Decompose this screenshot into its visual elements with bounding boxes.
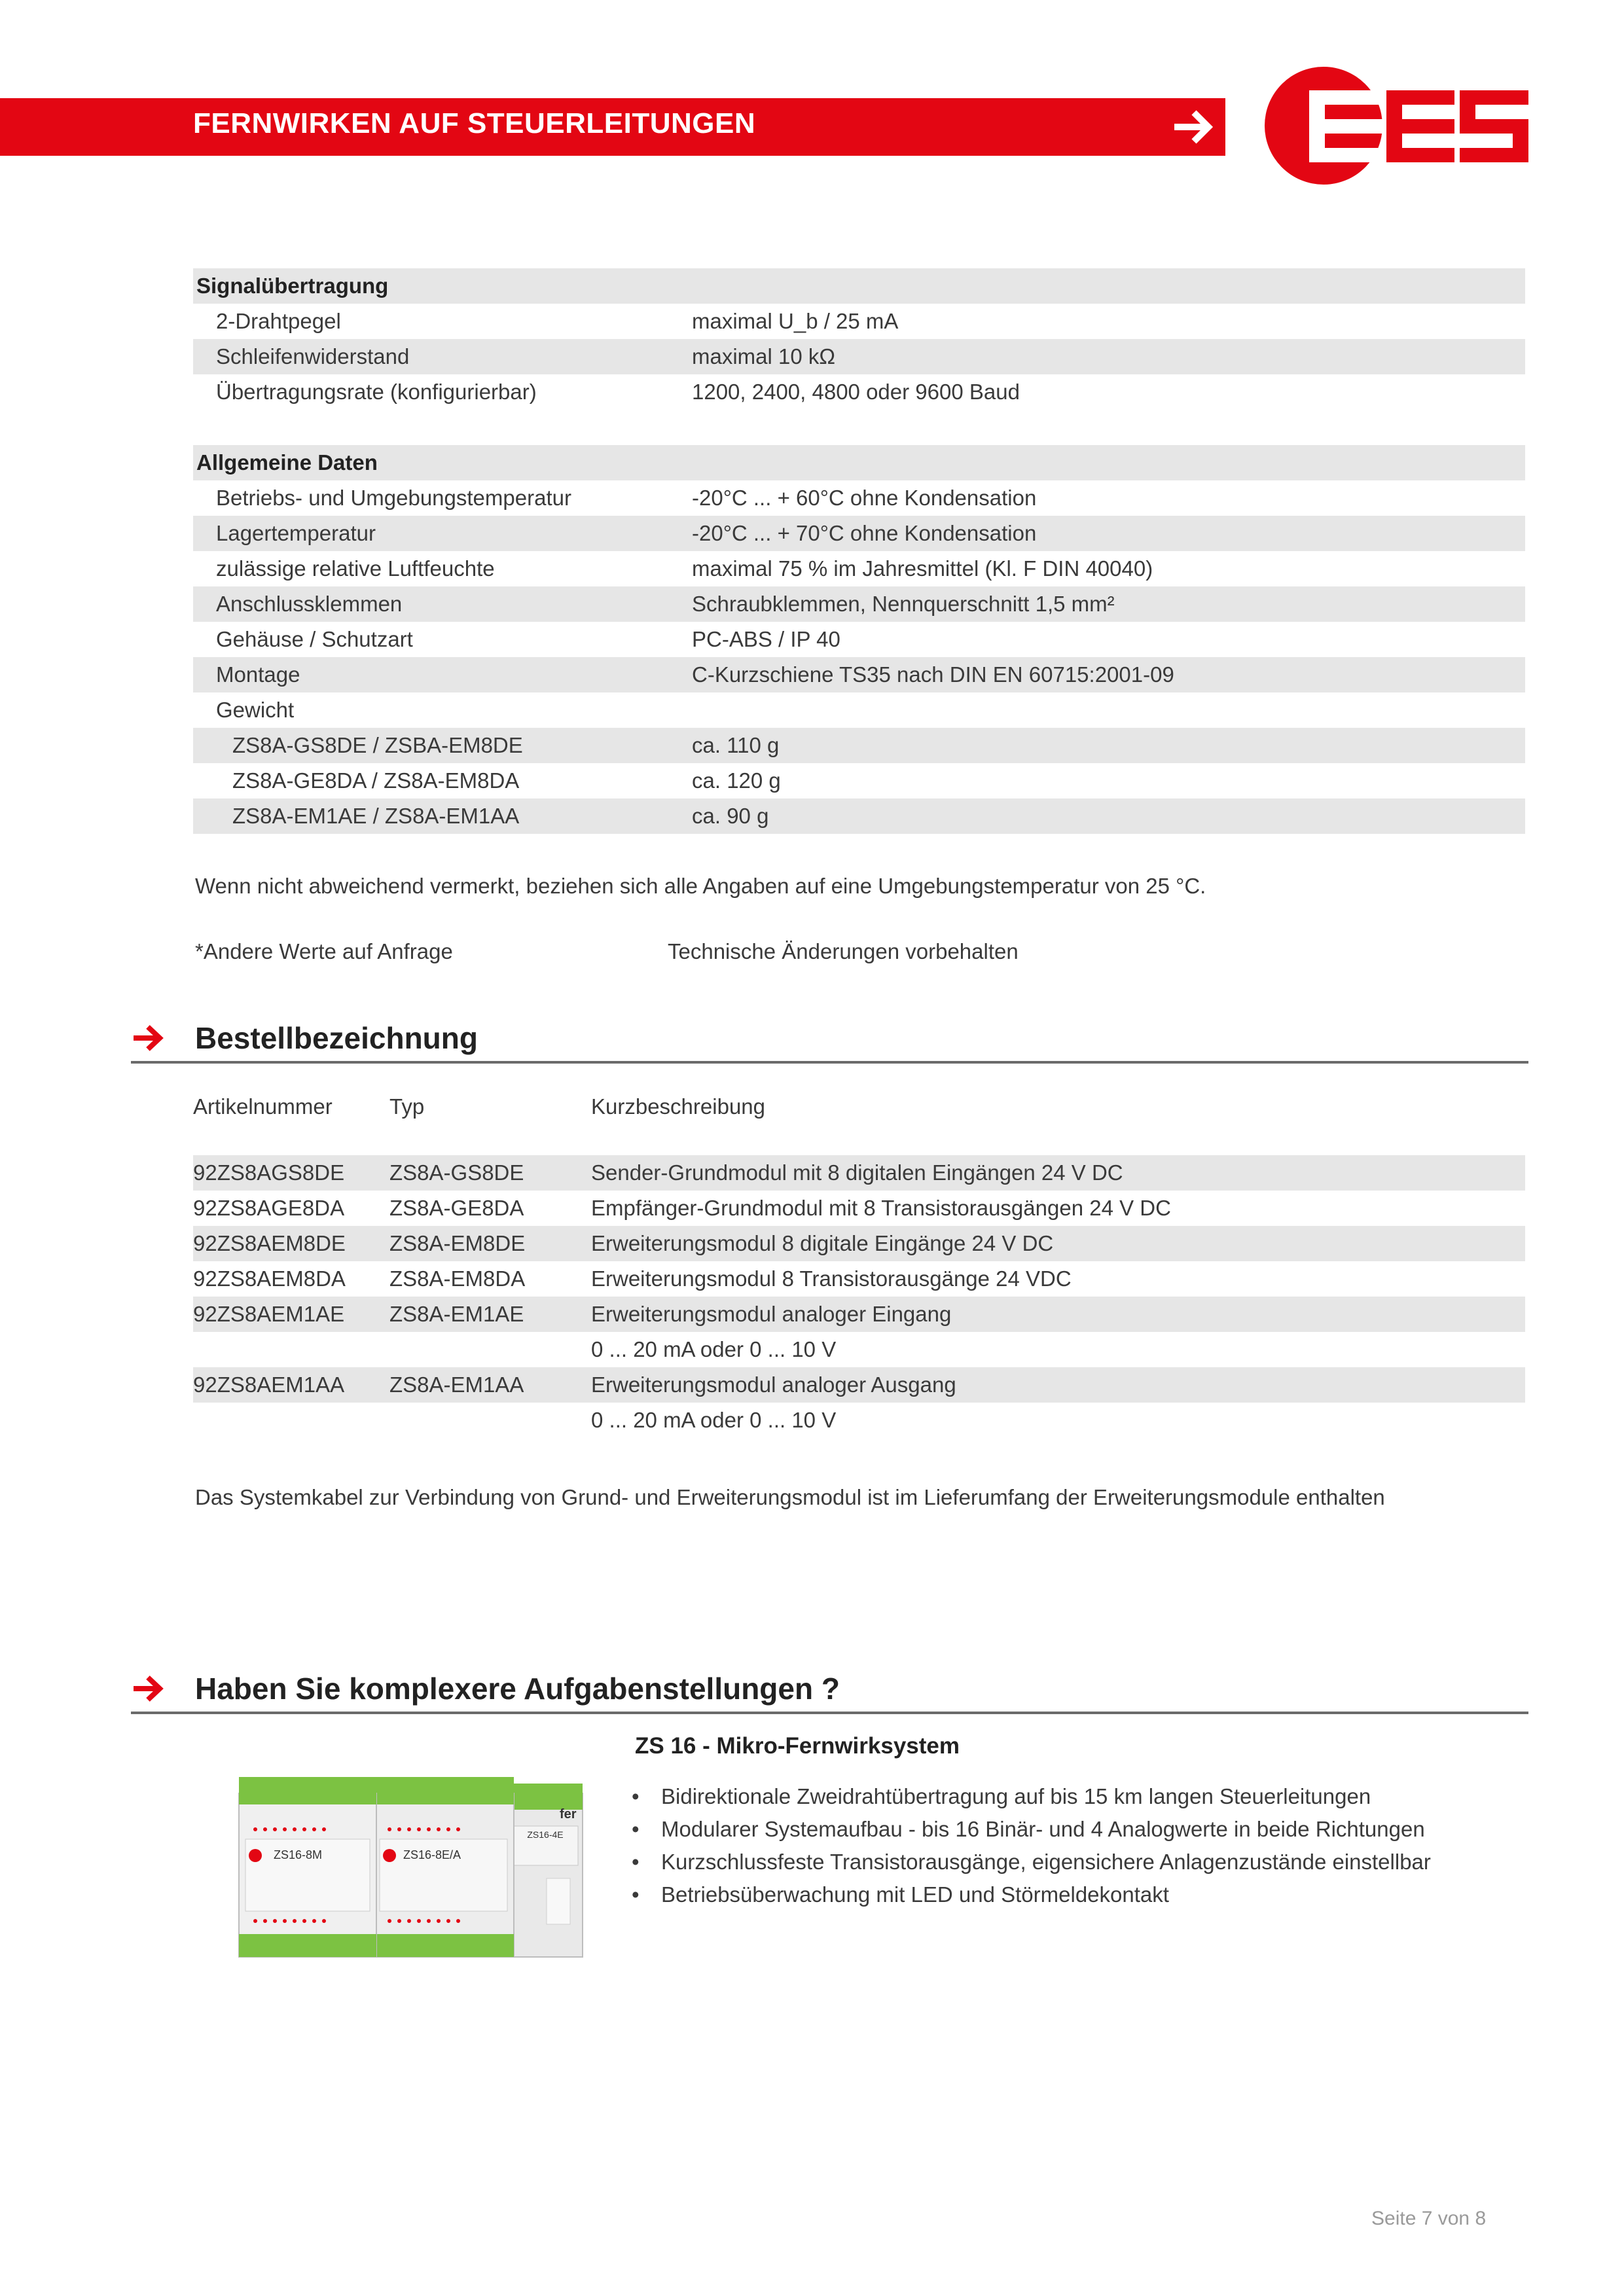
table-row: ZS8A-GS8DE / ZSBA-EM8DE ca. 110 g xyxy=(193,728,1525,763)
table-row: Lagertemperatur -20°C ... + 70°C ohne Kondensation xyxy=(193,516,1525,551)
table-row: Gewicht xyxy=(216,698,295,722)
complex-section-title xyxy=(131,1666,1528,1714)
order-title: Bestellbezeichnung xyxy=(195,1021,478,1055)
list-item: • Bidirektionale Zweidrahtübertragung auf bis 15 km langen Steuerleitungen xyxy=(632,1780,1496,1813)
arrow-right-icon xyxy=(1170,105,1216,149)
svg-text:ZS16-8E/A: ZS16-8E/A xyxy=(403,1848,461,1861)
table-row: zulässige relative Luftfeuchte maximal 75 % im Jahresmittel (Kl. F DIN 40040) xyxy=(216,556,1153,581)
table-row: 92ZS8AGS8DE ZS8A-GS8DE Sender-Grundmodul mit 8 digitalen Eingängen 24 V DC xyxy=(193,1155,1525,1191)
svg-text:fer: fer xyxy=(560,1807,577,1821)
list-item: • Modularer Systemaufbau - bis 16 Binär- und 4 Analogwerte in beide Richtungen xyxy=(632,1813,1496,1846)
table-section-header: Signalübertragung xyxy=(193,268,1525,304)
list-item: • Kurzschlussfeste Transistorausgänge, eigensichere Anlagenzustände einstellbar xyxy=(632,1846,1496,1878)
table-row: Gehäuse / Schutzart PC-ABS / IP 40 xyxy=(216,627,840,651)
table-row: 92ZS8AEM1AA ZS8A-EM1AA Erweiterungsmodul analoger Ausgang xyxy=(193,1367,1525,1403)
complex-title: Haben Sie komplexere Aufgabenstellungen ? xyxy=(195,1672,840,1706)
ees-logo xyxy=(1263,65,1532,187)
column-header-description: Kurzbeschreibung xyxy=(591,1094,765,1119)
table-row: ZS8A-GE8DA / ZS8A-EM8DA ca. 120 g xyxy=(232,768,781,793)
table-row: Anschlussklemmen Schraubklemmen, Nennquerschnitt 1,5 mm² xyxy=(193,586,1525,622)
header-banner xyxy=(0,98,1225,156)
arrow-right-icon xyxy=(131,1672,168,1705)
list-item: • Betriebsüberwachung mit LED und Störmeldekontakt xyxy=(632,1878,1496,1911)
other-values-note: *Andere Werte auf Anfrage xyxy=(195,939,453,963)
arrow-right-icon xyxy=(131,1022,168,1054)
table-row: Betriebs- und Umgebungstemperatur -20°C ... + 60°C ohne Kondensation xyxy=(216,486,1037,510)
product-feature-list xyxy=(632,1780,1496,1911)
table-row: 92ZS8AGE8DA ZS8A-GE8DA Empfänger-Grundmodul mit 8 Transistorausgängen 24 V DC xyxy=(193,1196,1171,1220)
product-title: ZS 16 - Mikro-Fernwirksystem xyxy=(635,1733,960,1759)
ambient-note: Wenn nicht abweichend vermerkt, beziehen sich alle Angaben auf eine Umgebungstemperatur von 25 °C. xyxy=(195,874,1206,898)
svg-text:ZS16-4E: ZS16-4E xyxy=(527,1829,564,1840)
table-row: 92ZS8AEM8DA ZS8A-EM8DA Erweiterungsmodul 8 Transistorausgänge 24 VDC xyxy=(193,1266,1072,1291)
table-row: Schleifenwiderstand maximal 10 kΩ xyxy=(193,339,1525,374)
table-row: 0 ... 20 mA oder 0 ... 10 V xyxy=(591,1337,837,1361)
order-table xyxy=(193,1155,1525,1438)
table-section-header: Allgemeine Daten xyxy=(193,445,1525,480)
order-section-title xyxy=(131,1018,1528,1064)
system-cable-note: Das Systemkabel zur Verbindung von Grund- und Erweiterungsmodul ist im Lieferumfang der Erweiterungsmodule enthalten xyxy=(195,1485,1385,1509)
table-row: ZS8A-EM1AE / ZS8A-EM1AA ca. 90 g xyxy=(193,798,1525,834)
table-row: 0 ... 20 mA oder 0 ... 10 V xyxy=(591,1408,837,1432)
table-row: 2-Drahtpegel maximal U_b / 25 mA xyxy=(216,309,899,333)
column-header-type: Typ xyxy=(389,1094,425,1119)
header-title: FERNWIRKEN AUF STEUERLEITUNGEN xyxy=(193,107,756,139)
page-number: Seite 7 von 8 xyxy=(1371,2208,1487,2229)
general-spec-table xyxy=(193,445,1525,834)
table-row: 92ZS8AEM8DE ZS8A-EM8DE Erweiterungsmodul 8 digitale Eingänge 24 V DC xyxy=(193,1226,1525,1261)
table-row: Montage C-Kurzschiene TS35 nach DIN EN 60715:2001-09 xyxy=(193,657,1525,692)
column-header-article: Artikelnummer xyxy=(193,1094,333,1119)
svg-text:ZS16-8M: ZS16-8M xyxy=(273,1848,323,1861)
signal-spec-table xyxy=(193,268,1525,410)
table-row: Übertragungsrate (konfigurierbar) 1200, 2400, 4800 oder 9600 Baud xyxy=(216,380,1020,404)
table-row: 92ZS8AEM1AE ZS8A-EM1AE Erweiterungsmodul analoger Eingang xyxy=(193,1297,1525,1332)
changes-note: Technische Änderungen vorbehalten xyxy=(668,939,1019,963)
zs16-device-image xyxy=(232,1767,592,1964)
